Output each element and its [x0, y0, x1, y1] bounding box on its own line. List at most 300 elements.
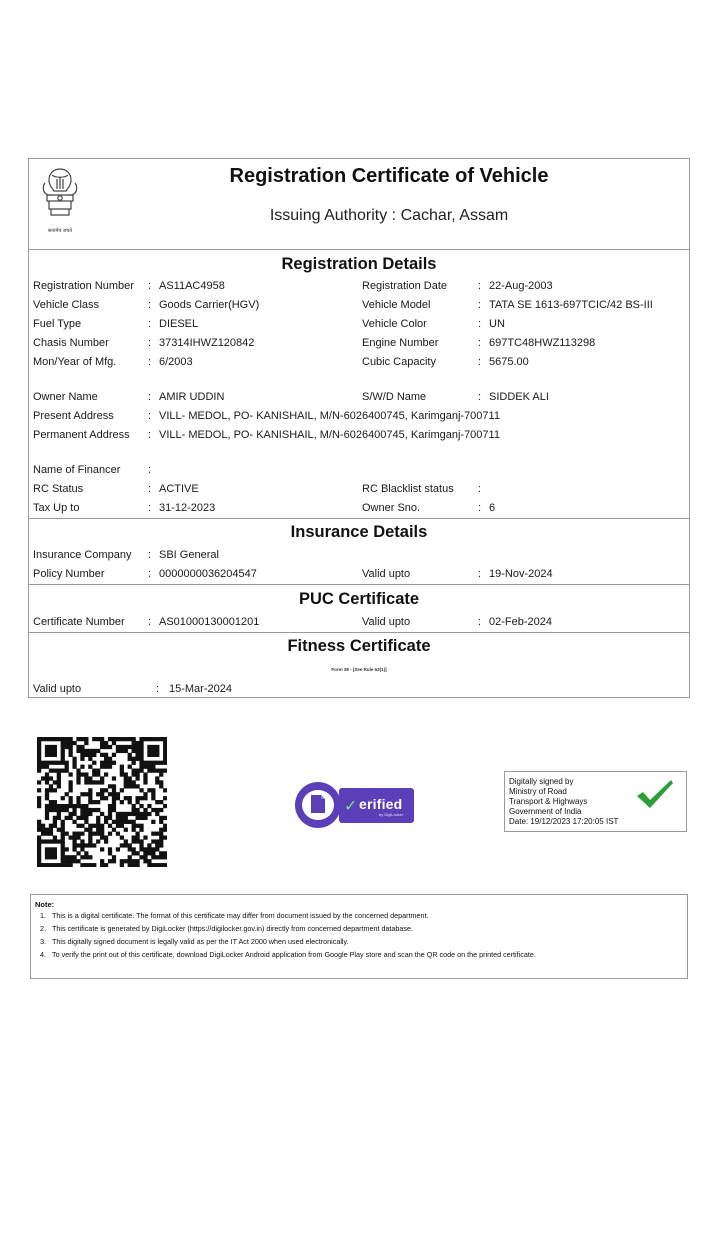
qr-module — [116, 792, 120, 796]
qr-module — [41, 824, 45, 828]
qr-module — [159, 839, 163, 843]
qr-module — [37, 851, 41, 855]
qr-module — [96, 737, 100, 741]
qr-module — [61, 741, 65, 745]
colon: : — [148, 568, 152, 580]
tax-up-to-value: 31-12-2023 — [159, 502, 216, 514]
qr-module — [92, 753, 96, 757]
colon: : — [478, 356, 482, 368]
qr-module — [53, 816, 57, 820]
puc-certificate-title: PUC Certificate — [298, 590, 420, 608]
qr-module — [155, 769, 159, 773]
qr-module — [151, 749, 155, 753]
qr-module — [132, 772, 136, 776]
qr-module — [155, 863, 159, 867]
qr-module — [112, 753, 116, 757]
qr-module — [163, 851, 167, 855]
qr-module — [61, 847, 65, 851]
qr-module — [61, 757, 65, 761]
qr-module — [92, 832, 96, 836]
qr-module — [135, 776, 139, 780]
qr-module — [135, 749, 139, 753]
qr-module — [124, 828, 128, 832]
qr-module — [61, 737, 65, 741]
qr-module — [96, 816, 100, 820]
qr-module — [112, 808, 116, 812]
qr-module — [76, 796, 80, 800]
qr-module — [37, 855, 41, 859]
qr-module — [147, 749, 151, 753]
qr-module — [135, 839, 139, 843]
qr-module — [65, 765, 69, 769]
qr-module — [159, 772, 163, 776]
qr-module — [143, 812, 147, 816]
qr-module — [41, 765, 45, 769]
qr-module — [84, 816, 88, 820]
qr-module — [124, 745, 128, 749]
qr-module — [53, 863, 57, 867]
qr-module — [72, 741, 76, 745]
qr-module — [100, 828, 104, 832]
qr-module — [151, 808, 155, 812]
qr-module — [84, 804, 88, 808]
qr-module — [69, 816, 73, 820]
qr-module — [128, 812, 132, 816]
qr-module — [155, 847, 159, 851]
chasis-number-value: 37314IHWZ120842 — [159, 337, 255, 349]
signature-line: Transport & Highways — [509, 797, 588, 806]
qr-module — [155, 745, 159, 749]
qr-module — [151, 788, 155, 792]
puc-valid-upto-label: Valid upto — [362, 616, 411, 628]
qr-module — [92, 800, 96, 804]
vehicle-color-label: Vehicle Color — [362, 318, 427, 330]
qr-module — [65, 863, 69, 867]
qr-module — [112, 784, 116, 788]
qr-module — [151, 761, 155, 765]
qr-module — [53, 804, 57, 808]
qr-module — [128, 859, 132, 863]
fitness-valid-upto-label: Valid upto — [33, 683, 82, 695]
qr-module — [88, 792, 92, 796]
qr-module — [155, 780, 159, 784]
registration-number-label: Registration Number — [33, 280, 134, 292]
qr-module — [53, 788, 57, 792]
qr-module — [135, 824, 139, 828]
qr-module — [61, 828, 65, 832]
qr-module — [128, 737, 132, 741]
qr-module — [163, 753, 167, 757]
qr-module — [116, 796, 120, 800]
qr-module — [132, 812, 136, 816]
qr-module — [112, 776, 116, 780]
qr-module — [132, 780, 136, 784]
colon: : — [148, 280, 152, 292]
qr-module — [84, 851, 88, 855]
qr-module — [135, 859, 139, 863]
qr-module — [104, 820, 108, 824]
qr-module — [159, 855, 163, 859]
qr-module — [88, 808, 92, 812]
colon: : — [148, 549, 152, 561]
qr-module — [151, 855, 155, 859]
qr-module — [61, 851, 65, 855]
qr-module — [53, 737, 57, 741]
qr-module — [155, 812, 159, 816]
qr-module — [61, 753, 65, 757]
chasis-number-label: Chasis Number — [33, 337, 109, 349]
qr-module — [124, 749, 128, 753]
qr-module — [61, 804, 65, 808]
qr-module — [155, 832, 159, 836]
qr-module — [163, 741, 167, 745]
qr-module — [151, 851, 155, 855]
qr-module — [88, 835, 92, 839]
qr-module — [61, 808, 65, 812]
qr-module — [76, 804, 80, 808]
qr-module — [143, 776, 147, 780]
qr-module — [80, 824, 84, 828]
qr-module — [72, 859, 76, 863]
qr-module — [76, 776, 80, 780]
qr-module — [65, 847, 69, 851]
qr-module — [100, 761, 104, 765]
qr-module — [128, 820, 132, 824]
qr-module — [132, 737, 136, 741]
qr-module — [124, 812, 128, 816]
qr-module — [104, 835, 108, 839]
qr-module — [100, 737, 104, 741]
owner-sno-value: 6 — [489, 502, 496, 514]
qr-module — [143, 765, 147, 769]
qr-module — [80, 757, 84, 761]
qr-module — [80, 847, 84, 851]
qr-module — [88, 812, 92, 816]
qr-module — [72, 761, 76, 765]
qr-module — [45, 851, 49, 855]
qr-module — [120, 835, 124, 839]
qr-module — [100, 765, 104, 769]
green-check-icon — [635, 778, 675, 810]
qr-module — [132, 824, 136, 828]
qr-module — [96, 828, 100, 832]
qr-module — [45, 745, 49, 749]
qr-module — [57, 808, 61, 812]
qr-module — [132, 741, 136, 745]
qr-module — [116, 820, 120, 824]
qr-module — [69, 741, 73, 745]
signature-line: Government of India — [509, 807, 582, 816]
qr-module — [76, 816, 80, 820]
qr-module — [57, 812, 61, 816]
qr-module — [61, 843, 65, 847]
qr-module — [139, 737, 143, 741]
qr-module — [132, 863, 136, 867]
qr-module — [69, 800, 73, 804]
qr-module — [65, 741, 69, 745]
qr-module — [100, 832, 104, 836]
qr-module — [57, 839, 61, 843]
qr-module — [69, 753, 73, 757]
puc-valid-upto-value: 02-Feb-2024 — [489, 616, 552, 628]
qr-module — [159, 800, 163, 804]
qr-module — [88, 776, 92, 780]
puc-certificate-number-value: AS01000130001201 — [159, 616, 260, 628]
qr-module — [120, 843, 124, 847]
qr-module — [45, 753, 49, 757]
permanent-address-label: Permanent Address — [33, 429, 130, 441]
qr-module — [135, 800, 139, 804]
qr-module — [45, 796, 49, 800]
qr-module — [45, 776, 49, 780]
note-item: 4. To verify the print out of this certificate, download DigiLocker Android application from Google Play store and scan the QR code on the printed certificate. — [40, 950, 536, 959]
qr-code[interactable] — [37, 737, 167, 867]
qr-module — [49, 745, 53, 749]
owner-name-label: Owner Name — [33, 391, 98, 403]
qr-module — [108, 737, 112, 741]
qr-module — [100, 745, 104, 749]
qr-module — [116, 812, 120, 816]
qr-module — [37, 824, 41, 828]
owner-sno-label: Owner Sno. — [362, 502, 421, 514]
qr-module — [57, 772, 61, 776]
qr-module — [80, 832, 84, 836]
qr-module — [163, 749, 167, 753]
qr-module — [49, 839, 53, 843]
qr-module — [88, 780, 92, 784]
qr-module — [37, 820, 41, 824]
qr-module — [84, 808, 88, 812]
qr-module — [57, 828, 61, 832]
qr-module — [139, 816, 143, 820]
qr-module — [155, 737, 159, 741]
qr-module — [147, 788, 151, 792]
qr-module — [163, 737, 167, 741]
qr-module — [143, 796, 147, 800]
qr-module — [69, 804, 73, 808]
qr-module — [155, 800, 159, 804]
note-box — [30, 894, 688, 979]
qr-module — [80, 839, 84, 843]
qr-module — [92, 808, 96, 812]
qr-module — [135, 816, 139, 820]
qr-module — [41, 839, 45, 843]
qr-module — [96, 832, 100, 836]
qr-module — [108, 745, 112, 749]
qr-module — [139, 753, 143, 757]
registration-certificate — [28, 158, 690, 698]
qr-module — [53, 847, 57, 851]
vehicle-color-value: UN — [489, 318, 505, 330]
qr-module — [135, 741, 139, 745]
qr-module — [147, 843, 151, 847]
qr-module — [41, 832, 45, 836]
qr-module — [147, 804, 151, 808]
qr-module — [61, 824, 65, 828]
qr-module — [80, 753, 84, 757]
qr-module — [112, 788, 116, 792]
qr-module — [120, 788, 124, 792]
qr-module — [88, 788, 92, 792]
qr-module — [128, 757, 132, 761]
qr-module — [128, 863, 132, 867]
qr-module — [69, 788, 73, 792]
qr-module — [139, 847, 143, 851]
qr-module — [53, 749, 57, 753]
qr-module — [159, 769, 163, 773]
qr-module — [57, 780, 61, 784]
qr-module — [49, 788, 53, 792]
cubic-capacity-value: 5675.00 — [489, 356, 529, 368]
qr-module — [37, 765, 41, 769]
qr-module — [151, 769, 155, 773]
qr-module — [72, 812, 76, 816]
qr-module — [88, 749, 92, 753]
qr-module — [45, 839, 49, 843]
qr-module — [61, 855, 65, 859]
qr-module — [120, 765, 124, 769]
qr-module — [69, 737, 73, 741]
qr-module — [135, 835, 139, 839]
qr-module — [84, 828, 88, 832]
qr-module — [116, 816, 120, 820]
qr-module — [120, 824, 124, 828]
qr-module — [76, 843, 80, 847]
qr-module — [45, 772, 49, 776]
vehicle-class-value: Goods Carrier(HGV) — [159, 299, 260, 311]
qr-module — [45, 792, 49, 796]
qr-module — [147, 863, 151, 867]
qr-module — [108, 851, 112, 855]
qr-module — [76, 780, 80, 784]
qr-module — [124, 859, 128, 863]
qr-module — [159, 808, 163, 812]
qr-module — [61, 761, 65, 765]
qr-module — [143, 816, 147, 820]
qr-module — [88, 824, 92, 828]
qr-module — [108, 784, 112, 788]
qr-module — [41, 776, 45, 780]
qr-module — [135, 772, 139, 776]
present-address-label: Present Address — [33, 410, 114, 422]
financer-label: Name of Financer — [33, 464, 121, 476]
qr-module — [132, 769, 136, 773]
colon: : — [478, 483, 482, 495]
colon: : — [148, 502, 152, 514]
qr-module — [104, 816, 108, 820]
qr-module — [108, 859, 112, 863]
qr-module — [37, 863, 41, 867]
registration-date-label: Registration Date — [362, 280, 447, 292]
qr-module — [76, 800, 80, 804]
qr-module — [57, 761, 61, 765]
qr-module — [69, 812, 73, 816]
signature-line: Ministry of Road — [509, 787, 567, 796]
qr-module — [135, 863, 139, 867]
qr-module — [159, 863, 163, 867]
qr-module — [139, 765, 143, 769]
qr-module — [69, 780, 73, 784]
qr-module — [163, 761, 167, 765]
qr-module — [49, 804, 53, 808]
fitness-valid-upto-value: 15-Mar-2024 — [169, 683, 232, 695]
qr-module — [128, 855, 132, 859]
qr-module — [72, 757, 76, 761]
qr-module — [84, 737, 88, 741]
qr-module — [49, 737, 53, 741]
digilocker-verified-badge — [295, 781, 415, 831]
qr-module — [120, 749, 124, 753]
qr-module — [143, 859, 147, 863]
qr-module — [112, 796, 116, 800]
qr-module — [96, 800, 100, 804]
qr-module — [135, 812, 139, 816]
insurance-valid-upto-value: 19-Nov-2024 — [489, 568, 553, 580]
qr-module — [37, 839, 41, 843]
qr-module — [159, 832, 163, 836]
qr-module — [108, 812, 112, 816]
qr-module — [132, 835, 136, 839]
qr-module — [147, 745, 151, 749]
qr-module — [120, 859, 124, 863]
qr-module — [128, 800, 132, 804]
qr-module — [84, 753, 88, 757]
present-address-value: VILL- MEDOL, PO- KANISHAIL, M/N-6026400745, Karimganj-700711 — [159, 410, 500, 422]
fitness-certificate-title: Fitness Certificate — [287, 637, 431, 655]
qr-module — [88, 863, 92, 867]
qr-module — [151, 847, 155, 851]
qr-module — [61, 835, 65, 839]
colon: : — [148, 299, 152, 311]
qr-module — [155, 753, 159, 757]
qr-module — [112, 737, 116, 741]
qr-module — [69, 784, 73, 788]
fitness-form-reference: Form 38 - [See Rule 62(1)] — [331, 667, 387, 672]
qr-module — [80, 863, 84, 867]
colon: : — [148, 318, 152, 330]
qr-module — [45, 788, 49, 792]
qr-module — [120, 769, 124, 773]
qr-module — [80, 737, 84, 741]
colon: : — [148, 337, 152, 349]
qr-module — [155, 761, 159, 765]
qr-module — [45, 832, 49, 836]
qr-module — [159, 737, 163, 741]
qr-module — [104, 863, 108, 867]
check-icon: ✓ — [344, 798, 358, 815]
qr-module — [76, 851, 80, 855]
qr-module — [135, 808, 139, 812]
qr-module — [163, 757, 167, 761]
qr-module — [108, 824, 112, 828]
qr-module — [61, 769, 65, 773]
qr-module — [57, 863, 61, 867]
qr-module — [108, 757, 112, 761]
qr-module — [88, 843, 92, 847]
qr-module — [151, 832, 155, 836]
qr-module — [124, 839, 128, 843]
qr-module — [108, 761, 112, 765]
qr-module — [45, 765, 49, 769]
note-item: 3. This digitally signed document is legally valid as per the IT Act 2000 when used electronically. — [40, 937, 349, 946]
qr-module — [61, 796, 65, 800]
qr-module — [72, 843, 76, 847]
certificate-title: Registration Certificate of Vehicle — [229, 165, 549, 187]
rc-status-value: ACTIVE — [159, 483, 199, 495]
qr-module — [139, 749, 143, 753]
qr-module — [100, 792, 104, 796]
qr-module — [100, 824, 104, 828]
